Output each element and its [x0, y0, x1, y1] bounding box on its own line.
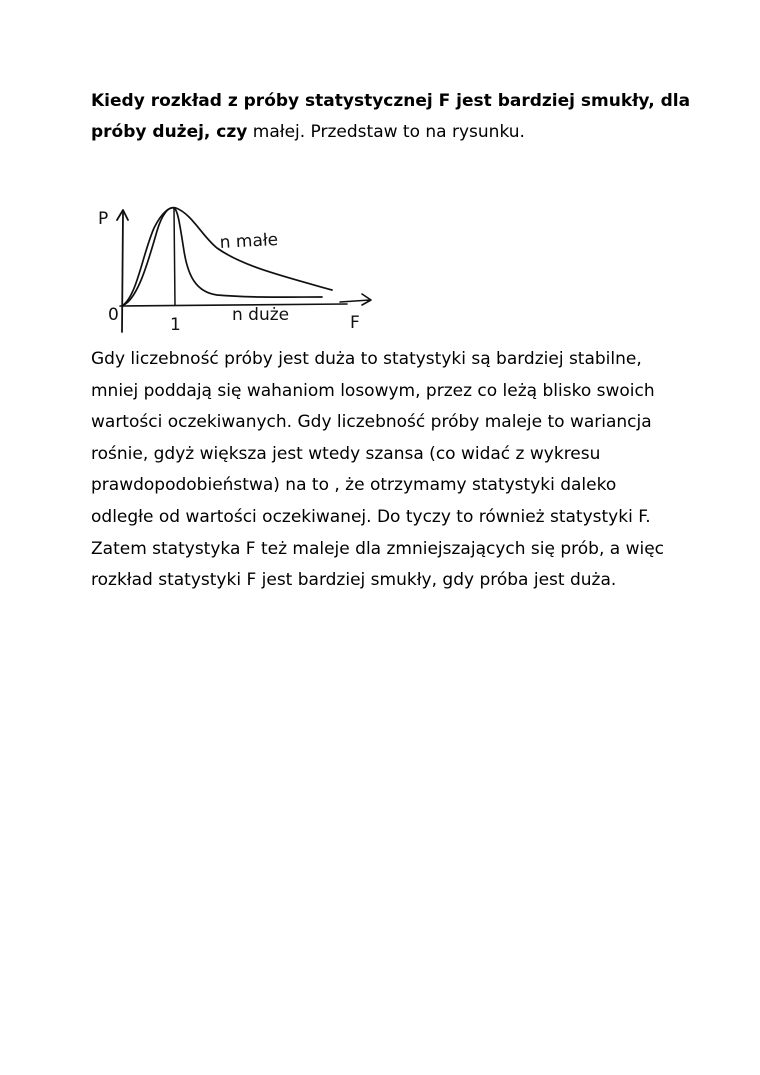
y-axis — [122, 212, 123, 332]
question-bold-text: Kiedy rozkład z próby statystycznej F jest bardziej smukły, dla próby dużej, czy — [91, 91, 691, 142]
peak-tick-label: 1 — [170, 315, 181, 335]
question-paragraph — [91, 86, 691, 148]
curve-small-sample — [122, 208, 332, 306]
curve-small-label: n małe — [219, 229, 279, 253]
origin-label: 0 — [108, 305, 119, 325]
peak-vertical-line — [174, 208, 175, 306]
question-normal-text: małej. Przedstaw to na rysunku. — [247, 122, 525, 142]
curve-large-sample — [122, 208, 322, 306]
answer-paragraph: Gdy liczebność próby jest duża to statystyki są bardziej stabilne, mniej poddają się wahaniom losowym, przez co leżą blisko swoich wartości oczekiwanych. Gdy liczebność próby maleje to wariancja rośnie, gdyż większa jest wtedy szansa (co widać z wykresu prawdopodobieństwa) na to , że otrzymamy statystyki daleko odległe od wartości oczekiwanej. Do tyczy to również statystyki F. Zatem statystyka F też maleje dla zmniejszających się prób, a więc rozkład statystyki F jest bardziej smukły, gdy próba jest duża. — [91, 349, 665, 591]
y-axis-label: P — [98, 209, 109, 229]
curve-large-label: n duże — [232, 305, 290, 325]
x-axis-label: F — [350, 313, 360, 333]
hand-drawn-distribution-sketch — [92, 196, 392, 344]
sketch-svg — [92, 196, 392, 344]
